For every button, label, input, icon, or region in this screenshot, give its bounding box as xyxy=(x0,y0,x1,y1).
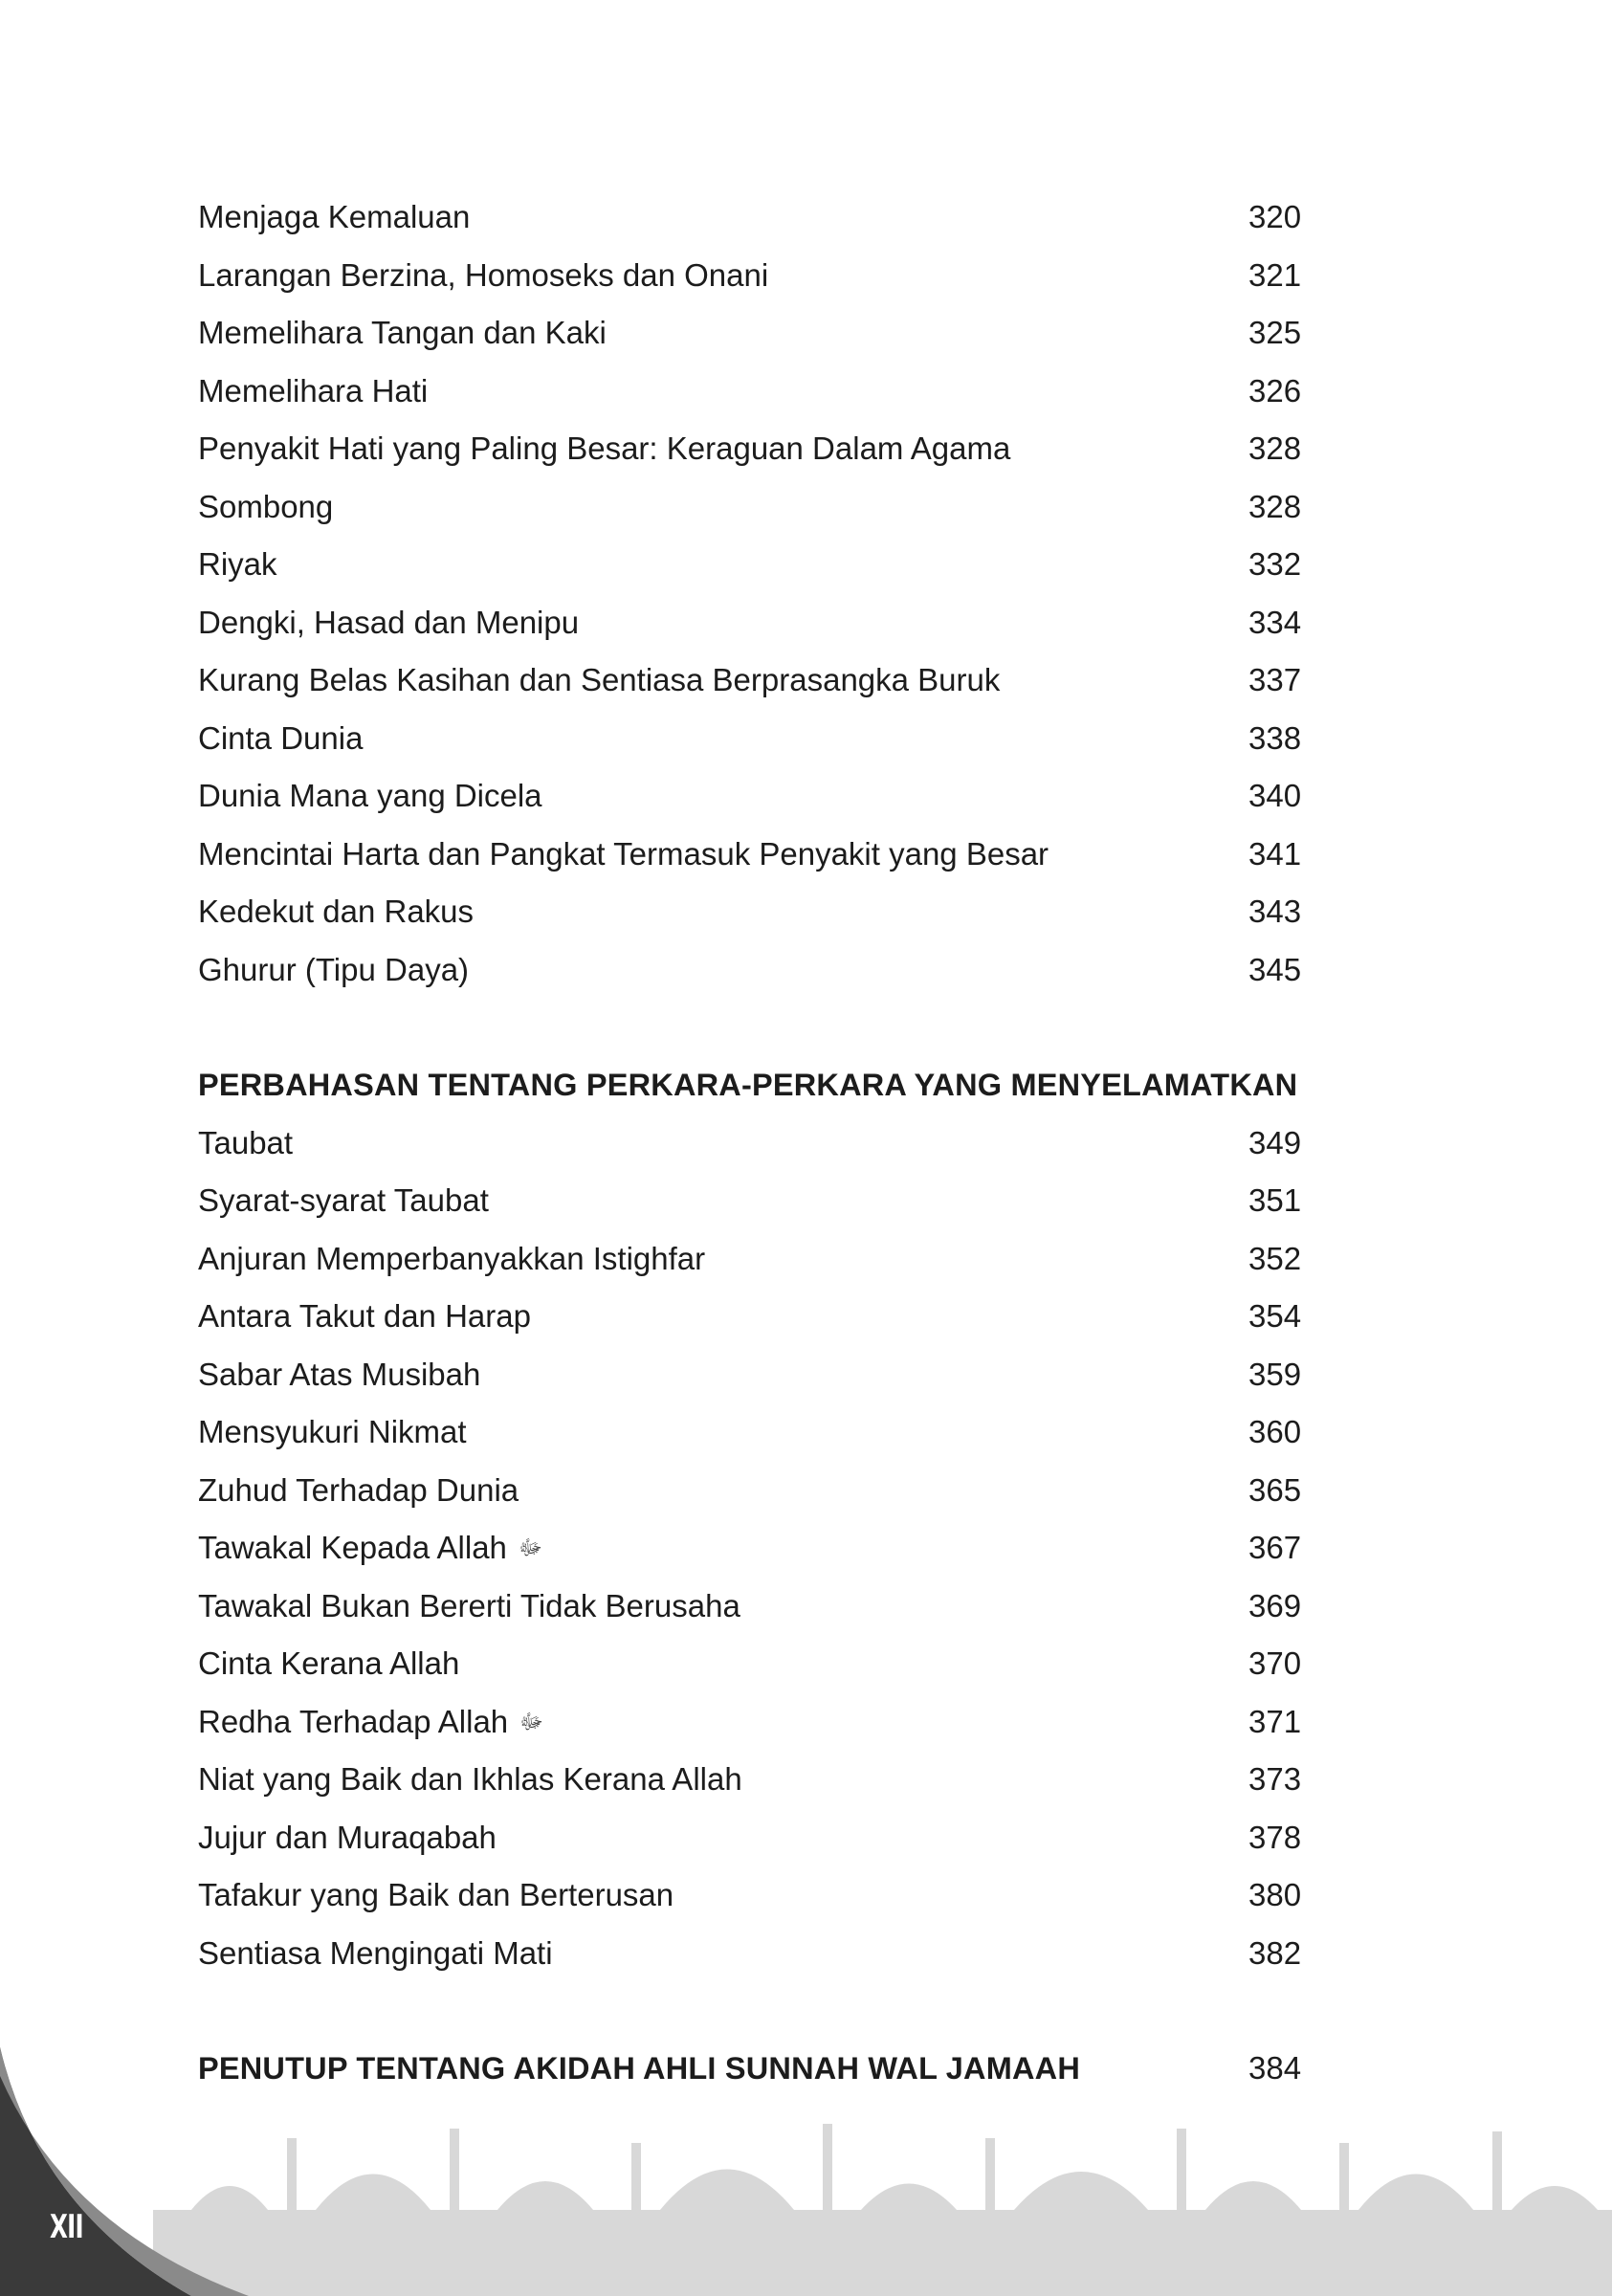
toc-entry-page-number: 382 xyxy=(1248,1934,1302,1971)
toc-entry[interactable] xyxy=(198,1519,1327,1578)
toc-entry-title: Kurang Belas Kasihan dan Sentiasa Berprasangka Buruk xyxy=(198,662,1001,697)
jalla-jalaluh-ligature-icon: ﷻ xyxy=(519,1535,542,1559)
toc-entry[interactable] xyxy=(198,883,1327,941)
toc-entry-title: Tawakal Bukan Bererti Tidak Berusaha xyxy=(198,1587,740,1623)
toc-entry-title: Sombong xyxy=(198,488,334,524)
toc-entry[interactable] xyxy=(198,1635,1327,1693)
toc-entry-title: Cinta Dunia xyxy=(198,719,364,756)
toc-entry[interactable] xyxy=(198,1230,1327,1289)
toc-entry[interactable] xyxy=(198,247,1327,305)
toc-entry-title: Cinta Kerana Allah xyxy=(198,1645,460,1681)
toc-entry-title: Menjaga Kemaluan xyxy=(198,199,471,234)
toc-entry-title: Redha Terhadap Allah xyxy=(198,1703,509,1739)
toc-entry-title: Taubat xyxy=(198,1124,294,1160)
toc-entry[interactable] xyxy=(198,710,1327,768)
toc-entry-page-number: 334 xyxy=(1248,604,1302,640)
toc-entry[interactable] xyxy=(198,1809,1327,1867)
toc-entry-page-number: 370 xyxy=(1248,1645,1302,1681)
toc-entry-title: Dunia Mana yang Dicela xyxy=(198,778,542,813)
toc-entry-page-number: 332 xyxy=(1248,546,1302,582)
toc-entry-page-number: 367 xyxy=(1248,1530,1302,1565)
toc-entry[interactable] xyxy=(198,304,1327,363)
toc-entry-page-number: 345 xyxy=(1248,951,1302,987)
toc-entry[interactable] xyxy=(198,1403,1327,1462)
toc-entry-title: Ghurur (Tipu Daya) xyxy=(198,951,470,987)
toc-entry-title: Tawakal Kepada Allah xyxy=(198,1530,507,1565)
toc-entry-page-number: 325 xyxy=(1248,315,1302,350)
toc-entry[interactable] xyxy=(198,1288,1327,1346)
mosque-skyline-footer xyxy=(0,2047,1612,2296)
toc-entry-page-number: 351 xyxy=(1248,1182,1302,1218)
toc-entry-title: Jujur dan Muraqabah xyxy=(198,1819,497,1855)
toc-entry[interactable] xyxy=(198,941,1327,1000)
toc-entry-title: Sentiasa Mengingati Mati xyxy=(198,1934,553,1971)
closing-title: PENUTUP TENTANG AKIDAH AHLI SUNNAH WAL JAMAAH xyxy=(198,2051,1081,2086)
toc-entry[interactable] xyxy=(198,1925,1327,1983)
toc-entry[interactable] xyxy=(198,363,1327,421)
toc-entry-page-number: 378 xyxy=(1248,1819,1302,1855)
toc-entry[interactable] xyxy=(198,536,1327,594)
toc-group-2 xyxy=(198,1115,1327,1983)
toc-entry[interactable] xyxy=(198,1172,1327,1230)
toc-entry-page-number: 369 xyxy=(1248,1587,1302,1623)
toc-entry-title: Anjuran Memperbanyakkan Istighfar xyxy=(198,1240,706,1276)
closing-page-number: 384 xyxy=(1248,2050,1302,2086)
toc-entry-page-number: 352 xyxy=(1248,1240,1302,1276)
toc-entry-page-number: 341 xyxy=(1248,835,1302,872)
toc-entry-page-number: 371 xyxy=(1248,1703,1302,1739)
toc-entry-page-number: 328 xyxy=(1248,430,1302,466)
toc-entry[interactable] xyxy=(198,651,1327,710)
skyline-silhouette xyxy=(153,2124,1612,2296)
toc-entry-title: Memelihara Hati xyxy=(198,372,429,408)
toc-entry[interactable] xyxy=(198,478,1327,537)
toc-entry-page-number: 320 xyxy=(1248,199,1302,234)
toc-entry-title: Antara Takut dan Harap xyxy=(198,1298,531,1334)
toc-section-heading[interactable] xyxy=(198,1056,1327,1115)
toc-entry[interactable] xyxy=(198,1866,1327,1925)
toc-entry[interactable] xyxy=(198,188,1327,247)
section-heading-title: PERBAHASAN TENTANG PERKARA-PERKARA YANG MENYELAMATKAN xyxy=(198,1068,1298,1102)
toc-entry-page-number: 321 xyxy=(1248,256,1302,293)
toc-entry-page-number: 359 xyxy=(1248,1356,1302,1392)
toc-entry-page-number: 373 xyxy=(1248,1761,1302,1797)
page-folio: XII xyxy=(50,2208,83,2246)
toc-entry[interactable] xyxy=(198,594,1327,652)
toc-group-1 xyxy=(198,188,1327,999)
table-of-contents xyxy=(198,188,1327,2098)
toc-entry-page-number: 354 xyxy=(1248,1298,1302,1334)
toc-entry-title: Syarat-syarat Taubat xyxy=(198,1182,489,1218)
toc-entry-title: Mencintai Harta dan Pangkat Termasuk Penyakit yang Besar xyxy=(198,835,1049,872)
toc-entry-title: Larangan Berzina, Homoseks dan Onani xyxy=(198,256,769,293)
toc-entry[interactable] xyxy=(198,1578,1327,1636)
toc-entry[interactable] xyxy=(198,1693,1327,1752)
toc-entry-page-number: 349 xyxy=(1248,1124,1302,1160)
spacer xyxy=(198,1982,1327,2040)
toc-entry[interactable] xyxy=(198,1751,1327,1809)
toc-entry-title: Dengki, Hasad dan Menipu xyxy=(198,604,580,640)
toc-entry-page-number: 343 xyxy=(1248,894,1302,929)
toc-entry-page-number: 338 xyxy=(1248,719,1302,756)
toc-entry-title: Riyak xyxy=(198,546,277,582)
toc-entry[interactable] xyxy=(198,767,1327,826)
toc-entry-title: Mensyukuri Nikmat xyxy=(198,1414,467,1449)
toc-entry[interactable] xyxy=(198,420,1327,478)
toc-entry-title: Sabar Atas Musibah xyxy=(198,1356,481,1392)
toc-entry-title: Kedekut dan Rakus xyxy=(198,894,475,929)
toc-entry-page-number: 337 xyxy=(1248,662,1302,697)
toc-entry[interactable] xyxy=(198,1346,1327,1404)
jalla-jalaluh-ligature-icon: ﷻ xyxy=(519,1709,543,1733)
toc-entry[interactable] xyxy=(198,826,1327,884)
toc-entry-page-number: 365 xyxy=(1248,1471,1302,1508)
spacer xyxy=(198,999,1327,1056)
toc-entry-title: Memelihara Tangan dan Kaki xyxy=(198,315,607,350)
toc-entry[interactable] xyxy=(198,1115,1327,1173)
toc-entry-title: Penyakit Hati yang Paling Besar: Keraguan Dalam Agama xyxy=(198,430,1011,466)
toc-entry-page-number: 326 xyxy=(1248,372,1302,408)
toc-entry-page-number: 340 xyxy=(1248,778,1302,813)
toc-entry-title: Niat yang Baik dan Ikhlas Kerana Allah xyxy=(198,1761,742,1797)
toc-entry-title: Zuhud Terhadap Dunia xyxy=(198,1471,519,1508)
toc-entry-page-number: 380 xyxy=(1248,1877,1302,1912)
toc-entry-title: Tafakur yang Baik dan Berterusan xyxy=(198,1877,674,1912)
toc-entry-page-number: 328 xyxy=(1248,488,1302,524)
toc-entry[interactable] xyxy=(198,1462,1327,1520)
toc-entry-page-number: 360 xyxy=(1248,1414,1302,1449)
